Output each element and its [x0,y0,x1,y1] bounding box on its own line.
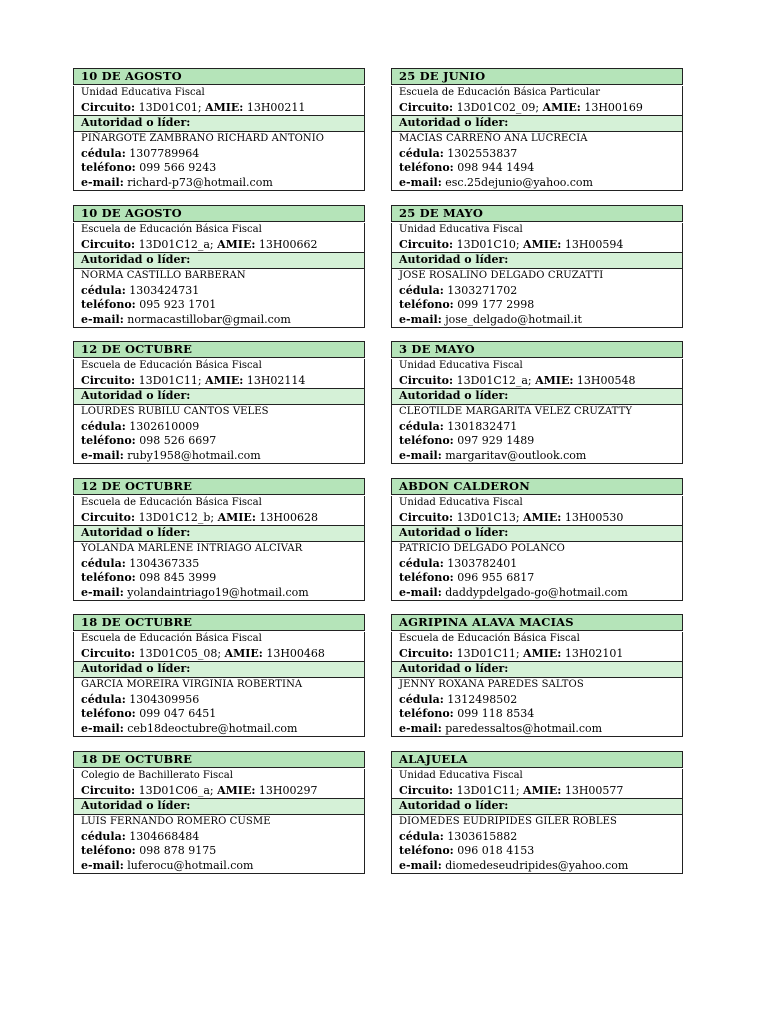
amie-label: AMIE: [217,783,256,797]
school-card [73,205,365,328]
cedula-line [74,693,364,708]
circuit-line [74,511,364,526]
school-card [73,341,365,464]
circuito-label: Circuito: [81,100,136,114]
circuit-line [392,784,682,799]
circuito-label: Circuito: [399,237,454,251]
circuito-label: Circuito: [81,237,136,251]
amie-label: AMIE: [542,100,581,114]
circuito-label: Circuito: [399,100,454,114]
circuit-line [392,101,682,116]
amie-value: 13H00577 [564,783,624,797]
leader-name: MACIAS CARREÑO ANA LUCRECIA [399,133,588,144]
school-name: 10 DE AGOSTO [73,68,365,85]
card-body [73,86,365,191]
amie-label: AMIE: [523,510,562,524]
card-body [73,496,365,601]
phone-line [74,298,364,313]
circuit-line [392,511,682,526]
card-body [391,359,683,464]
email-label: e-mail: [81,721,124,735]
telefono-value: 096 955 6817 [457,571,535,584]
school-type: Escuela de Educación Básica Fiscal [399,633,580,644]
school-card [391,205,683,328]
telefono-label: teléfono: [399,161,454,174]
email-label: e-mail: [399,721,442,735]
school-name: 10 DE AGOSTO [73,205,365,222]
phone-line [392,161,682,176]
amie-value: 13H00211 [246,100,306,114]
card-body [73,223,365,328]
email-link[interactable]: luferocu@hotmail.com [127,858,254,872]
circuit-line [74,238,364,253]
card-body [391,769,683,874]
cedula-label: cédula: [399,556,444,570]
telefono-value: 096 018 4153 [457,844,535,857]
circuito-label: Circuito: [81,783,136,797]
email-label: e-mail: [81,312,124,326]
email-line [392,859,682,874]
email-link[interactable]: daddypdelgado-go@hotmail.com [445,585,628,599]
authority-heading: Autoridad o líder: [74,661,364,678]
school-card [391,751,683,874]
card-body [73,769,365,874]
school-name: 3 DE MAYO [391,341,683,358]
card-body [73,632,365,737]
cedula-value: 1303424731 [129,283,200,297]
cedula-value: 1303782401 [447,556,518,570]
email-label: e-mail: [399,175,442,189]
email-line [74,449,364,464]
email-label: e-mail: [399,312,442,326]
school-card [73,614,365,737]
school-name: 25 DE MAYO [391,205,683,222]
amie-label: AMIE: [205,373,244,387]
telefono-label: teléfono: [81,571,136,584]
amie-value: 13H00548 [576,373,636,387]
amie-value: 13H00169 [584,100,643,114]
cedula-line [392,284,682,299]
circuito-value: 13D01C11; [138,373,202,387]
amie-label: AMIE: [205,100,244,114]
email-label: e-mail: [399,448,442,462]
cedula-value: 1302610009 [129,419,200,433]
authority-heading: Autoridad o líder: [74,388,364,405]
telefono-label: teléfono: [399,298,454,311]
email-line [392,586,682,601]
email-line [74,586,364,601]
amie-value: 13H02114 [246,373,306,387]
email-line [392,313,682,328]
leader-name: PIÑARGOTE ZAMBRANO RICHARD ANTONIO [81,133,325,144]
circuito-value: 13D01C05_08; [138,646,222,660]
authority-heading: Autoridad o líder: [392,115,682,132]
cedula-label: cédula: [399,146,444,160]
email-line [74,722,364,737]
leader-name: DIOMEDES EUDRIPIDES GILER ROBLES [399,816,617,827]
leader-name: NORMA CASTILLO BARBERAN [81,270,246,281]
email-link[interactable]: normacastillobar@gmail.com [127,312,291,326]
school-name: AGRIPINA ALAVA MACIAS [391,614,683,631]
amie-label: AMIE: [217,237,256,251]
phone-line [74,434,364,449]
amie-value: 13H00628 [259,510,318,524]
authority-heading: Autoridad o líder: [74,798,364,815]
school-name: ABDON CALDERON [391,478,683,495]
school-card [391,68,683,191]
school-card [73,478,365,601]
email-link[interactable]: diomedeseudripides@yahoo.com [445,858,629,872]
telefono-label: teléfono: [399,571,454,584]
leader-name: YOLANDA MARLENE INTRIAGO ALCIVAR [81,543,303,554]
amie-value: 13H00297 [258,783,318,797]
school-type: Escuela de Educación Básica Fiscal [81,360,262,371]
telefono-value: 098 845 3999 [139,571,217,584]
leader-name: JENNY ROXANA PAREDES SALTOS [399,679,584,690]
email-link[interactable]: richard-p73@hotmail.com [127,175,273,189]
school-name: ALAJUELA [391,751,683,768]
leader-name: PATRICIO DELGADO POLANCO [399,543,565,554]
amie-value: 13H00594 [564,237,624,251]
cedula-line [74,830,364,845]
circuito-value: 13D01C01; [138,100,202,114]
school-type: Unidad Educativa Fiscal [81,87,205,98]
phone-line [392,571,682,586]
circuito-value: 13D01C13; [456,510,520,524]
circuit-line [392,238,682,253]
authority-heading: Autoridad o líder: [392,525,682,542]
email-link[interactable]: jose_delgado@hotmail.it [445,312,582,326]
school-type: Unidad Educativa Fiscal [399,360,523,371]
cedula-label: cédula: [81,146,126,160]
leader-name: CLEOTILDE MARGARITA VELEZ CRUZATTY [399,406,633,417]
authority-heading: Autoridad o líder: [392,661,682,678]
circuito-label: Circuito: [81,510,136,524]
email-label: e-mail: [81,448,124,462]
school-card [391,341,683,464]
phone-line [392,844,682,859]
phone-line [74,844,364,859]
phone-line [74,161,364,176]
telefono-label: teléfono: [399,844,454,857]
circuito-value: 13D01C12_a; [138,237,214,251]
cedula-value: 1304668484 [129,829,200,843]
authority-heading: Autoridad o líder: [74,115,364,132]
email-line [74,176,364,191]
telefono-value: 095 923 1701 [139,298,217,311]
cedula-value: 1312498502 [447,692,518,706]
email-link[interactable]: esc.25dejunio@yahoo.com [445,175,593,189]
telefono-label: teléfono: [81,434,136,447]
authority-heading: Autoridad o líder: [392,252,682,269]
circuito-label: Circuito: [399,646,454,660]
authority-heading: Autoridad o líder: [392,798,682,815]
cedula-label: cédula: [399,283,444,297]
telefono-value: 099 566 9243 [139,161,217,174]
amie-value: 13H00530 [564,510,624,524]
school-name: 25 DE JUNIO [391,68,683,85]
cedula-value: 1307789964 [129,146,200,160]
email-line [392,449,682,464]
card-body [391,86,683,191]
email-link[interactable]: ruby1958@hotmail.com [127,448,261,462]
phone-line [74,571,364,586]
school-type: Unidad Educativa Fiscal [399,224,523,235]
leader-name: JOSE ROSALINO DELGADO CRUZATTI [399,270,604,281]
school-card [73,751,365,874]
circuito-value: 13D01C11; [456,783,520,797]
phone-line [392,298,682,313]
email-label: e-mail: [81,175,124,189]
school-name: 18 DE OCTUBRE [73,614,365,631]
circuito-label: Circuito: [399,783,454,797]
email-line [392,722,682,737]
email-link[interactable]: yolandaintriago19@hotmail.com [127,585,309,599]
school-type: Escuela de Educación Básica Fiscal [81,633,262,644]
telefono-label: teléfono: [399,707,454,720]
cedula-value: 1303615882 [447,829,518,843]
telefono-value: 098 526 6697 [139,434,217,447]
email-label: e-mail: [81,858,124,872]
circuit-line [392,374,682,389]
circuit-line [392,647,682,662]
amie-label: AMIE: [523,646,562,660]
circuit-line [74,374,364,389]
cedula-label: cédula: [399,829,444,843]
circuit-line [74,784,364,799]
school-type: Unidad Educativa Fiscal [399,770,523,781]
telefono-value: 099 118 8534 [457,707,535,720]
school-type: Escuela de Educación Básica Particular [399,87,600,98]
school-type: Unidad Educativa Fiscal [399,497,523,508]
cedula-label: cédula: [81,556,126,570]
email-label: e-mail: [399,585,442,599]
school-name: 12 DE OCTUBRE [73,478,365,495]
circuit-line [74,101,364,116]
card-body [73,359,365,464]
leader-name: LUIS FERNANDO ROMERO CUSME [81,816,271,827]
authority-heading: Autoridad o líder: [74,252,364,269]
school-card [391,478,683,601]
cedula-label: cédula: [81,692,126,706]
card-body [391,496,683,601]
circuito-value: 13D01C12_b; [138,510,215,524]
circuito-value: 13D01C12_a; [456,373,532,387]
circuito-label: Circuito: [399,373,454,387]
leader-name: LOURDES RUBILU CANTOS VELES [81,406,269,417]
cedula-value: 1304367335 [129,556,200,570]
card-body [391,632,683,737]
cedula-line [392,147,682,162]
cedula-line [392,557,682,572]
telefono-label: teléfono: [81,161,136,174]
amie-value: 13H02101 [564,646,624,660]
amie-label: AMIE: [523,783,562,797]
telefono-label: teléfono: [81,298,136,311]
cedula-line [74,420,364,435]
school-name: 18 DE OCTUBRE [73,751,365,768]
circuito-label: Circuito: [399,510,454,524]
telefono-value: 098 878 9175 [139,844,217,857]
amie-value: 13H00662 [258,237,318,251]
cedula-line [74,147,364,162]
telefono-value: 099 047 6451 [139,707,217,720]
school-name: 12 DE OCTUBRE [73,341,365,358]
school-type: Escuela de Educación Básica Fiscal [81,497,262,508]
phone-line [392,434,682,449]
cedula-value: 1301832471 [447,419,518,433]
telefono-value: 098 944 1494 [457,161,535,174]
email-link[interactable]: margaritav@outlook.com [445,448,587,462]
circuito-value: 13D01C02_09; [456,100,540,114]
authority-heading: Autoridad o líder: [392,388,682,405]
circuito-label: Circuito: [81,646,136,660]
circuito-value: 13D01C06_a; [138,783,214,797]
leader-name: GARCIA MOREIRA VIRGINIA ROBERTINA [81,679,303,690]
telefono-value: 099 177 2998 [457,298,535,311]
circuit-line [74,647,364,662]
telefono-value: 097 929 1489 [457,434,535,447]
email-line [74,313,364,328]
school-type: Colegio de Bachillerato Fiscal [81,770,233,781]
email-line [392,176,682,191]
email-line [74,859,364,874]
cedula-value: 1304309956 [129,692,200,706]
cedula-value: 1302553837 [447,146,518,160]
school-card [391,614,683,737]
circuito-value: 13D01C11; [456,646,520,660]
amie-value: 13H00468 [266,646,325,660]
email-label: e-mail: [399,858,442,872]
school-type: Escuela de Educación Básica Fiscal [81,224,262,235]
cedula-line [74,284,364,299]
cedula-label: cédula: [81,829,126,843]
authority-heading: Autoridad o líder: [74,525,364,542]
telefono-label: teléfono: [81,844,136,857]
card-body [391,223,683,328]
cedula-line [392,420,682,435]
phone-line [74,707,364,722]
cedula-line [392,830,682,845]
amie-label: AMIE: [523,237,562,251]
cedula-label: cédula: [81,283,126,297]
circuito-label: Circuito: [81,373,136,387]
cedula-label: cédula: [399,692,444,706]
phone-line [392,707,682,722]
cedula-value: 1303271702 [447,283,518,297]
cedula-label: cédula: [399,419,444,433]
email-link[interactable]: ceb18deoctubre@hotmail.com [127,721,298,735]
amie-label: AMIE: [217,510,256,524]
cedula-label: cédula: [81,419,126,433]
telefono-label: teléfono: [81,707,136,720]
cedula-line [392,693,682,708]
telefono-label: teléfono: [399,434,454,447]
cedula-line [74,557,364,572]
email-link[interactable]: paredessaltos@hotmail.com [445,721,603,735]
amie-label: AMIE: [224,646,263,660]
circuito-value: 13D01C10; [456,237,520,251]
amie-label: AMIE: [535,373,574,387]
email-label: e-mail: [81,585,124,599]
school-card [73,68,365,191]
